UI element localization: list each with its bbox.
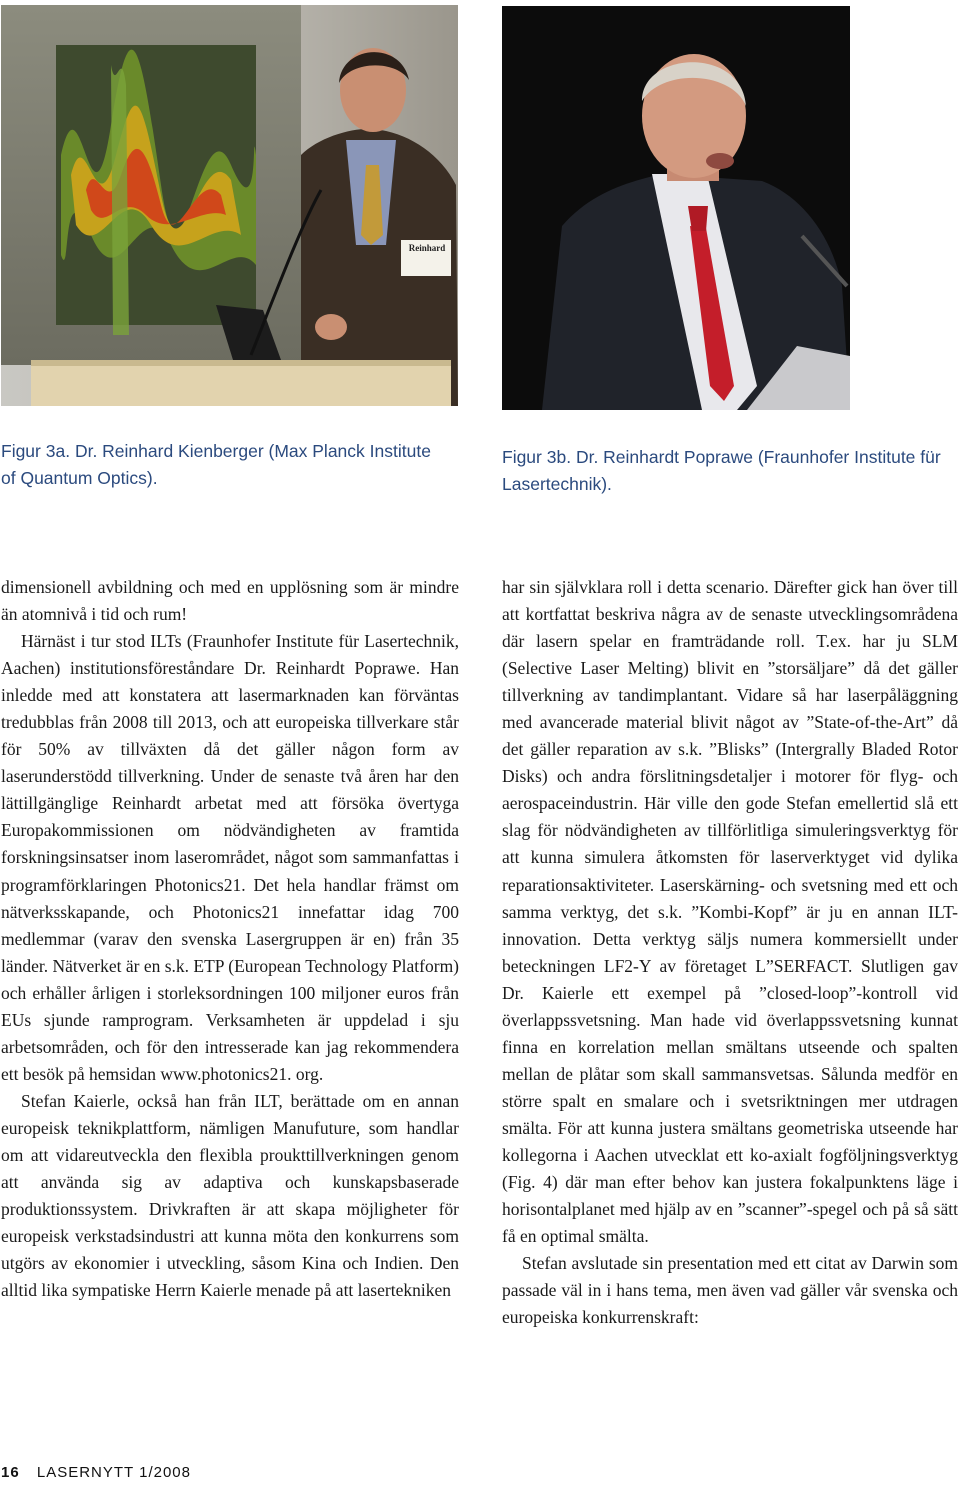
article-left-column bbox=[1, 574, 459, 1304]
speaker-poprawe-image bbox=[502, 6, 850, 410]
figure-3a-caption bbox=[1, 438, 446, 492]
figure-3a-label: Figur 3a. bbox=[1, 441, 71, 461]
figure-3b-text: Dr. Reinhardt Poprawe (Fraunhofer Institute für Lasertechnik). bbox=[502, 447, 941, 494]
speaker-kienberger-image bbox=[1, 5, 458, 406]
article-paragraph: Stefan avslutade sin presentation med ett citat av Darwin som passade väl in i hans tema, men även vad gäller vår svenska och europeiska konkurrenskraft: bbox=[502, 1253, 958, 1328]
article-paragraph: dimensionell avbildning och med en upplösning som är mindre än atomnivå i tid och rum! bbox=[1, 577, 459, 625]
figure-3b-label: Figur 3b. bbox=[502, 447, 572, 467]
figure-3a-photo bbox=[1, 5, 458, 406]
page-footer bbox=[1, 1464, 191, 1481]
page-number: 16 bbox=[1, 1464, 20, 1481]
article-paragraph: Härnäst i tur stod ILTs (Fraunhofer Institute für Lasertechnik, Aachen) institutionsföreståndare Dr. Reinhardt Poprawe. Han inledde med att konstatera att lasermarknaden kan förväntas tredubblas från 2008 till 2013, och att europeiska tillverkare står för 50% av tillväxten då det gäller någon form av laserunderstödd tillverkning. Under de senaste två åren har den lättillgänglige Reinhardt arbetat med att försöka övertyga Europakommissionen om nödvändigheten av framtida forskningsinsatser inom laserområdet, något som sammanfattas i programförklaringen Photonics21. Det hela handlar främst om nätverksskapande, och Photonics21 innefattar idag 700 medlemmar (varav den svenska Lasergruppen är en) från 35 länder. Nätverket är en s.k. ETP (European Technology Platform) och erhåller årligen i storleksordningen 100 miljoner euros från EUs sjunde ramprogram. Verksamheten är uppdelad i sju arbetsområden, och för den intresserade kan jag rekommendera ett besök på hemsidan www.photonics21. org. bbox=[1, 631, 460, 1084]
figure-3b-photo bbox=[502, 6, 850, 410]
article-right-column bbox=[502, 574, 958, 1331]
article-paragraph: Stefan Kaierle, också han från ILT, berättade om en annan europeisk teknikplattform, nämligen Manufuture, som handlar om att vidareutveckla den flexibla proukttillverkningen genom att använda sig av adaptiva och kunskapsbaserade produktionssystem. Drivkraften är att skapa möjligheter för europeisk verkstadsindustri att kunna möta den konkurrens som utgörs av ekonomier i utveckling, såsom Kina och Indien. Den alltid lika sympatiske Herrn Kaierle menade på att lasertekniken bbox=[1, 1090, 459, 1301]
publication-name: LASERNYTT 1/2008 bbox=[36, 1464, 191, 1481]
figure-3a-text: Dr. Reinhard Kienberger (Max Planck Institute of Quantum Optics). bbox=[1, 441, 431, 488]
name-badge: Reinhard bbox=[408, 243, 446, 253]
figure-3b-caption bbox=[502, 444, 958, 498]
article-paragraph: har sin självklara roll i detta scenario. Därefter gick han över till att kortfattat beskriva några av de senaste utvecklingsområdena där lasern spelar en framträdande roll. T.ex. har ju SLM (Selective Laser Melting) blivit en ”storsäljare” då det gäller tillverkning av tandimplantant. Vidare så har laserpåläggning med avancerade material blivit något av ”State-of-the-Art” då det gäller reparation av s.k. ”Blisks” (Intergrally Bladed Rotor Disks) och andra förslitningsdetaljer i motorer för flyg- och aerospaceindustrin. Här ville den gode Stefan emellertid slå ett slag för nödvändigheten av tillförlitliga simuleringsverktyg för att kunna simulera åtkomsten för laserverktyget vid dylika reparationsaktiviteter. Laserskärning- och svetsning med ett och samma verktyg, det s.k. ”Kombi-Kopf” är ju en annan ILT-innovation. Detta verktyg säljs numera kommersiellt under beteckningen LF2-Y av företaget L”SERFACT. Slutligen gav Dr. Kaierle ett exempel på ”closed-loop”-kontroll vid överlappssvetsning. Man hade vid överlappssvetsning kunnat finna en korrelation mellan smältans utseende och spalten mellan de plåtar som skall sammansvetsas. Sålunda medför en större spalt en smalare och i svetsriktningen mer utdragen smälta. För att kunna justera smältans geometriska utseende har kollegorna i Aachen utvecklat ett ko-axialt fogföljningsverktyg (Fig. 4) där man efter behov kan justera fokalpunktens läge i horisontalplanet med hjälp av en ”scanner”-spegel och på så sätt få en optimal smälta. bbox=[502, 577, 958, 1247]
